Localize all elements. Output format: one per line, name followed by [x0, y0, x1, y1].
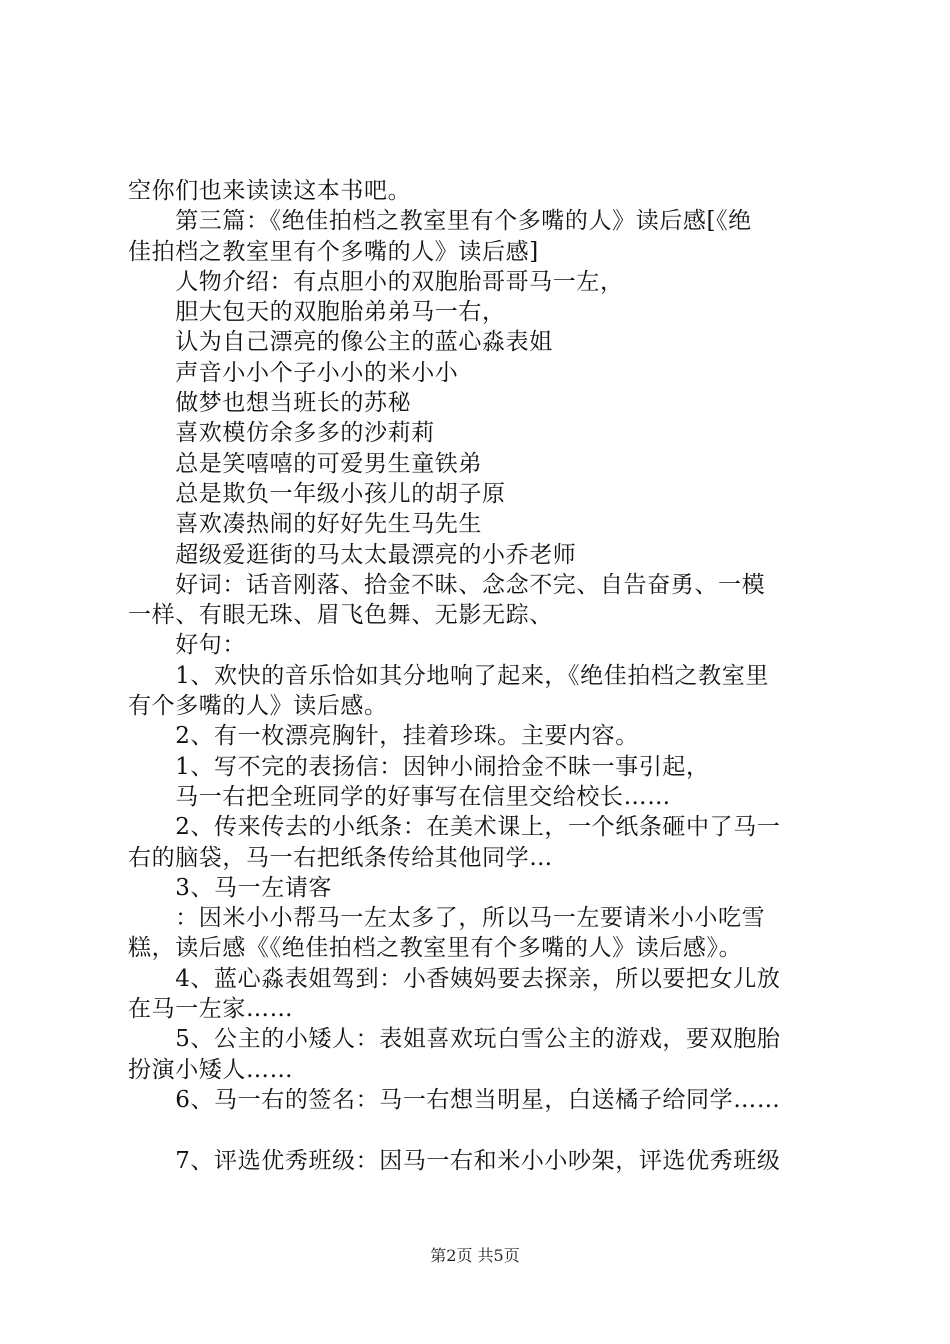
text-line: 认为自己漂亮的像公主的蓝心淼表姐: [128, 329, 553, 356]
text-line: 总是笑嘻嘻的可爱男生童铁弟: [128, 450, 482, 477]
text-line: 3、马一左请客: [128, 874, 333, 901]
text-line: 扮演小矮人……: [128, 1056, 294, 1083]
page-footer: 第2页 共5页: [430, 1246, 520, 1265]
text-line: 做梦也想当班长的苏秘: [128, 390, 412, 417]
text-line: 6、马一右的签名：马一右想当明星，白送橘子给同学……: [128, 1086, 781, 1113]
text-line: 人物介绍：有点胆小的双胞胎哥哥马一左，: [128, 268, 624, 295]
text-line: 2、传来传去的小纸条：在美术课上，一个纸条砸中了马一: [128, 814, 781, 841]
text-line: 胆大包天的双胞胎弟弟马一右，: [128, 299, 506, 326]
text-line: 马一右把全班同学的好事写在信里交给校长……: [128, 783, 671, 810]
text-line: 7、评选优秀班级：因马一右和米小小吵架，评选优秀班级: [128, 1147, 781, 1174]
text-line: 一样、有眼无珠、眉飞色舞、无影无踪、: [128, 602, 553, 629]
text-line: 4、蓝心淼表姐驾到：小香姨妈要去探亲，所以要把女儿放: [128, 965, 781, 992]
text-line: 声音小小个子小小的米小小: [128, 359, 459, 386]
text-line: 第三篇：《绝佳拍档之教室里有个多嘴的人》读后感[《绝: [128, 208, 752, 235]
text-line: 右的脑袋，马一右把纸条传给其他同学…: [128, 844, 553, 871]
text-line: ：因米小小帮马一左太多了，所以马一左要请米小小吃雪: [128, 905, 766, 932]
text-line: 2、有一枚漂亮胸针，挂着珍珠。主要内容。: [128, 723, 639, 750]
text-line: 在马一左家……: [128, 996, 294, 1023]
text-line: 超级爱逛街的马太太最漂亮的小乔老师: [128, 541, 577, 568]
text-line: 好句：: [128, 632, 246, 659]
text-line: 5、公主的小矮人：表姐喜欢玩白雪公主的游戏，要双胞胎: [128, 1026, 781, 1053]
text-line: 总是欺负一年级小孩儿的胡子原: [128, 480, 506, 507]
text-line: 空你们也来读读这本书吧。: [128, 178, 412, 204]
text-line: 1、写不完的表扬信：因钟小闹拾金不昧一事引起，: [128, 753, 710, 780]
text-line: 佳拍档之教室里有个多嘴的人》读后感]: [128, 238, 539, 265]
text-line: [128, 1115, 838, 1145]
text-line: 喜欢模仿余多多的沙莉莉: [128, 420, 435, 447]
text-line: 喜欢凑热闹的好好先生马先生: [128, 511, 482, 538]
document-body: [128, 176, 838, 1176]
text-line: 1、欢快的音乐恰如其分地响了起来，《绝佳拍档之教室里: [128, 662, 769, 689]
text-line: 有个多嘴的人》读后感。: [128, 693, 388, 720]
text-line: 糕，读后感《《绝佳拍档之教室里有个多嘴的人》读后感》。: [128, 935, 743, 962]
text-line: 好词：话音刚落、拾金不昧、念念不完、自告奋勇、一模: [128, 571, 766, 598]
